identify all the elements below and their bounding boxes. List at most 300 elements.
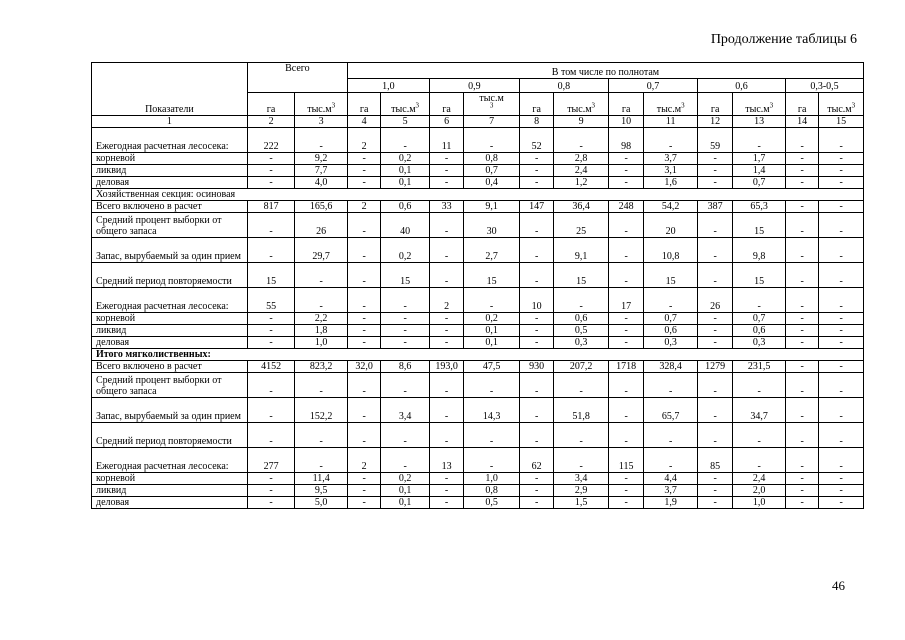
header-density: 0,8 xyxy=(519,79,608,93)
table-cell: - xyxy=(295,373,348,398)
header-unit-ha: га xyxy=(429,93,463,116)
table-cell: 15 xyxy=(247,263,295,288)
table-cell: 193,0 xyxy=(429,361,463,373)
unit-text: тыс.м xyxy=(307,104,332,115)
header-density: 0,9 xyxy=(429,79,519,93)
table-cell: 11,4 xyxy=(295,473,348,485)
table-cell: - xyxy=(785,448,818,473)
column-number: 10 xyxy=(608,116,643,128)
table-row xyxy=(92,153,864,165)
table-cell: 9,1 xyxy=(554,238,609,263)
table-cell: - xyxy=(519,263,553,288)
table-cell: - xyxy=(819,288,864,313)
table-cell: - xyxy=(429,238,463,263)
table-cell: 34,7 xyxy=(733,398,786,423)
table-cell: - xyxy=(785,373,818,398)
section-row xyxy=(92,189,864,201)
table-cell: 3,4 xyxy=(381,398,430,423)
table-cell: - xyxy=(295,288,348,313)
table-cell: 1,8 xyxy=(295,325,348,337)
row-label: Средний период повторяемости xyxy=(92,423,248,448)
table-cell: - xyxy=(819,398,864,423)
table-cell: 1,5 xyxy=(554,497,609,509)
table-cell: 1,0 xyxy=(464,473,520,485)
table-cell: - xyxy=(819,201,864,213)
table-cell: 0,2 xyxy=(381,153,430,165)
table-cell: - xyxy=(785,313,818,325)
table-cell: 55 xyxy=(247,288,295,313)
table-cell: 32,0 xyxy=(347,361,380,373)
table-cell: - xyxy=(608,423,643,448)
table-cell: 15 xyxy=(554,263,609,288)
table-cell: 3,7 xyxy=(644,485,698,497)
table-cell: - xyxy=(247,177,295,189)
column-number: 9 xyxy=(554,116,609,128)
table-cell: - xyxy=(785,213,818,238)
table-cell: 387 xyxy=(697,201,732,213)
table-cell: 62 xyxy=(519,448,553,473)
table-cell: 59 xyxy=(697,128,732,153)
table-cell: 15 xyxy=(644,263,698,288)
table-cell: - xyxy=(733,448,786,473)
table-cell: 4152 xyxy=(247,361,295,373)
table-cell: - xyxy=(429,153,463,165)
continuation-caption: Продолжение таблицы 6 xyxy=(710,32,857,47)
header-density: 0,3-0,5 xyxy=(785,79,863,93)
table-cell: - xyxy=(347,238,380,263)
table-cell: - xyxy=(785,497,818,509)
table-cell: 1,7 xyxy=(733,153,786,165)
table-cell: 1279 xyxy=(697,361,732,373)
table-cell: 0,6 xyxy=(554,313,609,325)
table-cell: - xyxy=(347,497,380,509)
header-unit-m3 xyxy=(819,93,864,116)
table-cell: - xyxy=(644,448,698,473)
header-unit-m3 xyxy=(381,93,430,116)
table-cell: - xyxy=(429,313,463,325)
table-cell: - xyxy=(697,313,732,325)
table-cell: 7,7 xyxy=(295,165,348,177)
column-number: 15 xyxy=(819,116,864,128)
table-cell: 0,3 xyxy=(733,337,786,349)
header-unit-ha: га xyxy=(785,93,818,116)
unit-superscript: 3 xyxy=(415,101,420,110)
table-cell: 47,5 xyxy=(464,361,520,373)
table-cell: 207,2 xyxy=(554,361,609,373)
table-row xyxy=(92,313,864,325)
table-cell: 2 xyxy=(429,288,463,313)
table-row xyxy=(92,288,864,313)
table-cell: 98 xyxy=(608,128,643,153)
table-cell: 0,1 xyxy=(464,337,520,349)
table-cell: - xyxy=(608,337,643,349)
table-cell: 9,1 xyxy=(464,201,520,213)
table-cell: - xyxy=(608,153,643,165)
table-cell: - xyxy=(819,263,864,288)
table-row xyxy=(92,213,864,238)
table-cell: - xyxy=(381,423,430,448)
table-cell: 0,7 xyxy=(733,313,786,325)
table-cell: 2,7 xyxy=(464,238,520,263)
table-row xyxy=(92,128,864,153)
header-unit-ha: га xyxy=(347,93,380,116)
table-cell: - xyxy=(819,325,864,337)
table-cell: 1,2 xyxy=(554,177,609,189)
table-cell: - xyxy=(381,128,430,153)
table-cell: - xyxy=(733,373,786,398)
unit-superscript: 3 xyxy=(489,101,494,110)
table-cell: 4,4 xyxy=(644,473,698,485)
table-cell: - xyxy=(697,153,732,165)
section-row xyxy=(92,349,864,361)
header-unit-m3 xyxy=(644,93,698,116)
row-label: деловая xyxy=(92,337,248,349)
table-cell: - xyxy=(697,325,732,337)
row-label: корневой xyxy=(92,313,248,325)
table-cell: - xyxy=(608,473,643,485)
row-label: ликвид xyxy=(92,485,248,497)
table-cell: 1,9 xyxy=(644,497,698,509)
row-label: Запас, вырубаемый за один прием xyxy=(92,398,248,423)
section-title: Хозяйственная секция: осиновая xyxy=(92,189,864,201)
table-row xyxy=(92,473,864,485)
table-cell: - xyxy=(785,128,818,153)
row-label: Ежегодная расчетная лесосека: xyxy=(92,448,248,473)
table-cell: - xyxy=(608,238,643,263)
header-total: Всего xyxy=(247,63,347,93)
table-cell: 823,2 xyxy=(295,361,348,373)
table-cell: 15 xyxy=(733,213,786,238)
table-cell: - xyxy=(519,325,553,337)
table-cell: - xyxy=(785,423,818,448)
table-row xyxy=(92,325,864,337)
table-cell: 26 xyxy=(697,288,732,313)
table-cell: - xyxy=(697,398,732,423)
table-cell: - xyxy=(247,423,295,448)
page-number: 46 xyxy=(832,578,845,593)
unit-text: тыс.м xyxy=(656,104,682,115)
table-cell: - xyxy=(519,177,553,189)
table-cell: - xyxy=(697,337,732,349)
header-unit-ha: га xyxy=(608,93,643,116)
table-cell: 14,3 xyxy=(464,398,520,423)
table-cell: - xyxy=(697,263,732,288)
table-cell: - xyxy=(785,337,818,349)
row-label: деловая xyxy=(92,497,248,509)
table-cell: 3,4 xyxy=(554,473,609,485)
table-cell: 20 xyxy=(644,213,698,238)
table-cell: 1,0 xyxy=(733,497,786,509)
table-row xyxy=(92,497,864,509)
table-cell: 0,2 xyxy=(381,473,430,485)
table-cell: 2,4 xyxy=(554,165,609,177)
table-cell: - xyxy=(347,485,380,497)
table-cell: 15 xyxy=(381,263,430,288)
table-cell: 930 xyxy=(519,361,553,373)
table-cell: - xyxy=(247,473,295,485)
table-cell: - xyxy=(464,423,520,448)
table-cell: - xyxy=(295,263,348,288)
table-cell: - xyxy=(644,423,698,448)
table-cell: - xyxy=(247,398,295,423)
table-cell: 0,8 xyxy=(464,153,520,165)
table-cell: - xyxy=(785,153,818,165)
table-cell: 0,1 xyxy=(381,177,430,189)
header-indicators: Показатели xyxy=(92,63,248,116)
row-label: ликвид xyxy=(92,165,248,177)
table-cell: - xyxy=(519,423,553,448)
table-cell: 0,1 xyxy=(381,485,430,497)
column-number: 1 xyxy=(92,116,248,128)
table-cell: - xyxy=(464,448,520,473)
table-cell: 29,7 xyxy=(295,238,348,263)
table-cell: 0,6 xyxy=(644,325,698,337)
table-cell: - xyxy=(819,128,864,153)
table-cell: - xyxy=(519,485,553,497)
unit-text: тыс.м xyxy=(567,104,592,115)
column-number: 12 xyxy=(697,116,732,128)
row-label: деловая xyxy=(92,177,248,189)
table-cell: 0,5 xyxy=(464,497,520,509)
header-unit-ha: га xyxy=(519,93,553,116)
header-unit-ha: га xyxy=(697,93,732,116)
table-cell: 0,4 xyxy=(464,177,520,189)
row-label: корневой xyxy=(92,153,248,165)
table-cell: 0,3 xyxy=(644,337,698,349)
table-cell: - xyxy=(247,485,295,497)
row-label: Средний процент выборки от общего запаса xyxy=(92,373,248,398)
table-cell: 17 xyxy=(608,288,643,313)
table-cell: - xyxy=(247,325,295,337)
column-number: 8 xyxy=(519,116,553,128)
unit-superscript: 3 xyxy=(591,101,596,110)
table-cell: - xyxy=(819,153,864,165)
row-label: Ежегодная расчетная лесосека: xyxy=(92,128,248,153)
table-row xyxy=(92,238,864,263)
table-cell: 4,0 xyxy=(295,177,348,189)
table-cell: 0,1 xyxy=(464,325,520,337)
table-cell: - xyxy=(819,497,864,509)
unit-superscript: 3 xyxy=(769,101,774,110)
table-cell: - xyxy=(608,373,643,398)
table-cell: - xyxy=(785,485,818,497)
table-cell: 0,6 xyxy=(733,325,786,337)
table-cell: - xyxy=(819,213,864,238)
table-cell: 5,0 xyxy=(295,497,348,509)
table-cell: 0,3 xyxy=(554,337,609,349)
table-cell: - xyxy=(608,263,643,288)
table-cell: 9,5 xyxy=(295,485,348,497)
table-cell: - xyxy=(519,337,553,349)
table-cell: 0,7 xyxy=(644,313,698,325)
row-label: корневой xyxy=(92,473,248,485)
table-cell: - xyxy=(608,398,643,423)
table-cell: - xyxy=(381,373,430,398)
table-cell: 0,2 xyxy=(381,238,430,263)
row-label: Всего включено в расчет xyxy=(92,201,248,213)
header-unit-m3 xyxy=(733,93,786,116)
table-cell: 54,2 xyxy=(644,201,698,213)
table-cell: 10 xyxy=(519,288,553,313)
table-cell: - xyxy=(697,497,732,509)
table-cell: - xyxy=(733,423,786,448)
table-cell: 2 xyxy=(347,201,380,213)
table-cell: - xyxy=(519,153,553,165)
table-cell: - xyxy=(429,165,463,177)
table-row xyxy=(92,177,864,189)
table-row xyxy=(92,423,864,448)
table-row xyxy=(92,263,864,288)
table-cell: - xyxy=(347,288,380,313)
table-cell: - xyxy=(429,177,463,189)
table-cell: - xyxy=(347,423,380,448)
table-cell: - xyxy=(819,473,864,485)
table-cell: - xyxy=(347,177,380,189)
table-cell: - xyxy=(381,288,430,313)
table-row xyxy=(92,165,864,177)
table-cell: 15 xyxy=(733,263,786,288)
table-cell: - xyxy=(819,448,864,473)
table-cell: - xyxy=(819,238,864,263)
table-cell: - xyxy=(519,398,553,423)
table-cell: 115 xyxy=(608,448,643,473)
table-cell: - xyxy=(347,473,380,485)
header-by-density: В том числе по полнотам xyxy=(347,63,863,79)
table-cell: 2,4 xyxy=(733,473,786,485)
table-cell: - xyxy=(554,288,609,313)
table-cell: 85 xyxy=(697,448,732,473)
table-cell: - xyxy=(519,213,553,238)
table-cell: 65,7 xyxy=(644,398,698,423)
table-cell: - xyxy=(429,373,463,398)
table-cell: 0,2 xyxy=(464,313,520,325)
table-cell: - xyxy=(429,398,463,423)
table-cell: 2,8 xyxy=(554,153,609,165)
column-number: 2 xyxy=(247,116,295,128)
table-cell: - xyxy=(819,361,864,373)
table-cell: 0,8 xyxy=(464,485,520,497)
table-cell: 51,8 xyxy=(554,398,609,423)
table-cell: 248 xyxy=(608,201,643,213)
table-cell: - xyxy=(247,373,295,398)
table-cell: - xyxy=(785,398,818,423)
table-cell: - xyxy=(429,485,463,497)
table-cell: 1,6 xyxy=(644,177,698,189)
table-cell: 0,1 xyxy=(381,497,430,509)
table-cell: - xyxy=(381,325,430,337)
table-cell: 25 xyxy=(554,213,609,238)
table-cell: - xyxy=(519,165,553,177)
table-cell: - xyxy=(295,128,348,153)
table-cell: - xyxy=(785,177,818,189)
forest-table xyxy=(91,62,864,509)
table-row xyxy=(92,201,864,213)
unit-text: тыс.м xyxy=(745,104,770,115)
table-cell: - xyxy=(697,373,732,398)
table-cell: - xyxy=(819,165,864,177)
table-row xyxy=(92,337,864,349)
table-cell: - xyxy=(697,485,732,497)
table-cell: - xyxy=(247,497,295,509)
table-cell: - xyxy=(785,361,818,373)
table-cell: - xyxy=(381,337,430,349)
header-unit-m3 xyxy=(554,93,609,116)
table-cell: - xyxy=(519,473,553,485)
table-cell: 15 xyxy=(464,263,520,288)
table-cell: - xyxy=(381,448,430,473)
table-cell: - xyxy=(608,485,643,497)
table-cell: - xyxy=(819,313,864,325)
column-number: 14 xyxy=(785,116,818,128)
table-cell: 3,1 xyxy=(644,165,698,177)
table-cell: - xyxy=(347,398,380,423)
table-row xyxy=(92,361,864,373)
table-cell: 40 xyxy=(381,213,430,238)
table-cell: 152,2 xyxy=(295,398,348,423)
table-cell: 10,8 xyxy=(644,238,698,263)
unit-superscript: 3 xyxy=(681,101,685,110)
table-cell: - xyxy=(247,213,295,238)
table-cell: - xyxy=(733,128,786,153)
row-label: Всего включено в расчет xyxy=(92,361,248,373)
table-cell: 1,0 xyxy=(295,337,348,349)
table-cell: - xyxy=(697,213,732,238)
table-cell: 0,6 xyxy=(381,201,430,213)
table-cell: - xyxy=(347,263,380,288)
table-row xyxy=(92,373,864,398)
table-cell: - xyxy=(697,177,732,189)
table-cell: - xyxy=(644,288,698,313)
table-cell: - xyxy=(819,177,864,189)
table-cell: - xyxy=(785,288,818,313)
table-cell: - xyxy=(295,423,348,448)
table-cell: - xyxy=(247,238,295,263)
table-cell: - xyxy=(464,288,520,313)
header-density: 0,7 xyxy=(608,79,697,93)
table-cell: - xyxy=(819,373,864,398)
table-cell: 33 xyxy=(429,201,463,213)
table-cell: - xyxy=(247,313,295,325)
table-cell: - xyxy=(347,153,380,165)
table-cell: - xyxy=(464,373,520,398)
table-cell: - xyxy=(429,213,463,238)
table-cell: 9,2 xyxy=(295,153,348,165)
table-cell: - xyxy=(554,448,609,473)
table-cell: 1,4 xyxy=(733,165,786,177)
table-cell: - xyxy=(429,473,463,485)
table-cell: 2,9 xyxy=(554,485,609,497)
column-number: 7 xyxy=(464,116,520,128)
table-cell: - xyxy=(785,201,818,213)
row-label: ликвид xyxy=(92,325,248,337)
table-cell: 0,1 xyxy=(381,165,430,177)
table-cell: - xyxy=(247,165,295,177)
table-cell: 1718 xyxy=(608,361,643,373)
unit-text: тыс.м xyxy=(391,104,416,115)
table-cell: - xyxy=(608,497,643,509)
table-cell: - xyxy=(519,373,553,398)
table-cell: - xyxy=(347,213,380,238)
table-cell: 2 xyxy=(347,448,380,473)
section-title: Итого мягколиственных: xyxy=(92,349,864,361)
table-cell: - xyxy=(608,313,643,325)
table-cell: 0,5 xyxy=(554,325,609,337)
unit-text: тыс.м xyxy=(479,93,504,104)
table-cell: - xyxy=(347,325,380,337)
table-cell: - xyxy=(519,497,553,509)
table-cell: - xyxy=(819,337,864,349)
column-number: 11 xyxy=(644,116,698,128)
